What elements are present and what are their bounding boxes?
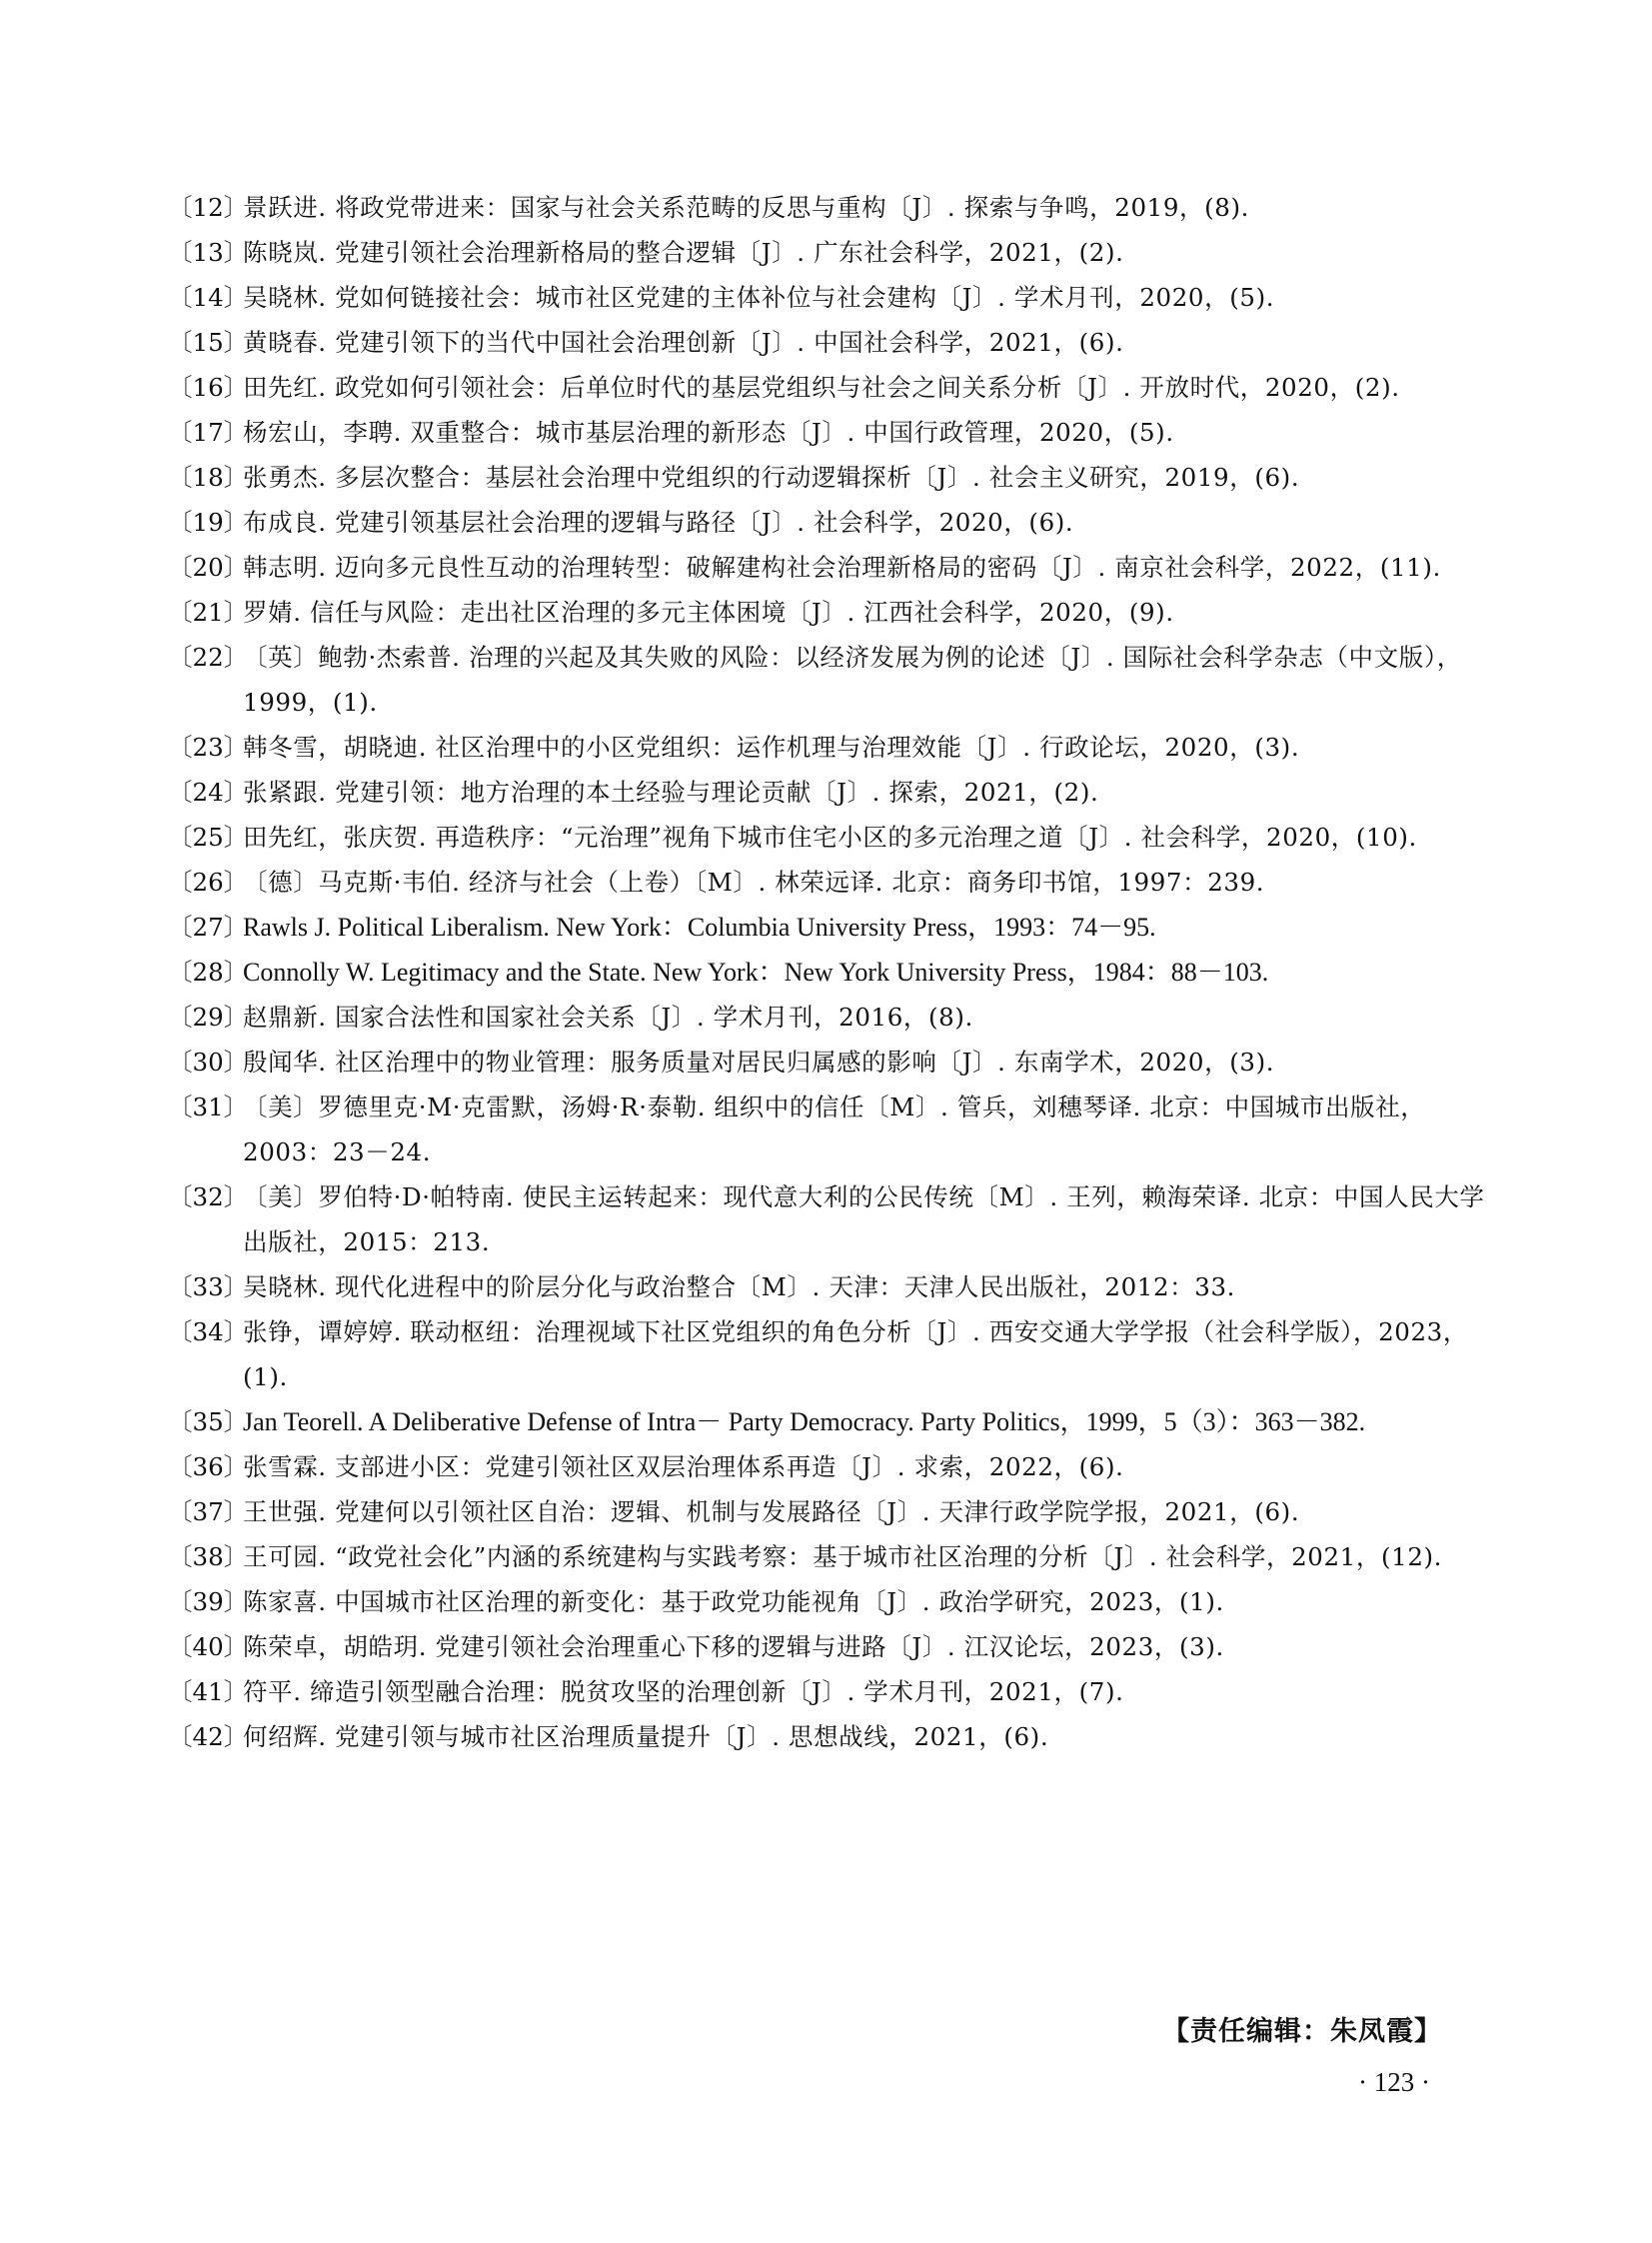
reference-item <box>168 1534 1487 1579</box>
reference-number: 〔42〕 <box>168 1722 249 1751</box>
reference-item <box>168 230 1487 275</box>
responsible-editor: 【责任编辑：朱凤霞】 <box>1162 2016 1442 2047</box>
reference-item <box>168 1669 1487 1714</box>
reference-number: 〔28〕 <box>168 958 249 987</box>
reference-text: 黄晓春. 党建引领下的当代中国社会治理创新〔J〕. 中国社会科学，2021，(6). <box>243 328 1124 357</box>
reference-number: 〔40〕 <box>168 1632 249 1661</box>
reference-text: 罗婧. 信任与风险：走出社区治理的多元主体困境〔J〕. 江西社会科学，2020，(9). <box>243 598 1174 627</box>
reference-item <box>168 1174 1487 1264</box>
reference-item <box>168 365 1487 410</box>
reference-text: 吴晓林. 党如何链接社会：城市社区党建的主体补位与社会建构〔J〕. 学术月刊，2020，(5). <box>243 283 1275 312</box>
reference-text: 景跃进. 将政党带进来：国家与社会关系范畴的反思与重构〔J〕. 探索与争鸣，2019，(8). <box>243 193 1250 222</box>
reference-text: 〔美〕罗伯特·D·帕特南. 使民主运转起来：现代意大利的公民传统〔M〕. 王列，赖海荣译. 北京：中国人民大学出版社，2015：213. <box>243 1182 1485 1256</box>
reference-number: 〔13〕 <box>168 238 249 267</box>
reference-number: 〔27〕 <box>168 913 249 942</box>
reference-text: 〔英〕鲍勃·杰索普. 治理的兴起及其失败的风险：以经济发展为例的论述〔J〕. 国际社会科学杂志（中文版），1999，(1). <box>243 643 1462 717</box>
reference-number: 〔23〕 <box>168 733 249 762</box>
reference-number: 〔36〕 <box>168 1452 249 1481</box>
reference-item <box>168 1489 1487 1534</box>
reference-number: 〔34〕 <box>168 1317 249 1346</box>
reference-item <box>168 545 1487 590</box>
reference-text: 符平. 缔造引领型融合治理：脱贫攻坚的治理创新〔J〕. 学术月刊，2021，(7). <box>243 1677 1124 1706</box>
reference-text: 杨宏山，李聘. 双重整合：城市基层治理的新形态〔J〕. 中国行政管理，2020，(5). <box>243 418 1174 447</box>
reference-item <box>168 1399 1487 1444</box>
reference-number: 〔33〕 <box>168 1272 249 1301</box>
reference-number: 〔39〕 <box>168 1587 249 1616</box>
reference-text: 王可园. “政党社会化”内涵的系统建构与实践考察：基于城市社区治理的分析〔J〕. 社会科学，2021，(12). <box>243 1542 1443 1571</box>
reference-text: Connolly W. Legitimacy and the State. New York：New York University Press，1984：88－103. <box>243 958 1269 987</box>
reference-item <box>168 725 1487 770</box>
reference-item <box>168 770 1487 815</box>
reference-text: 田先红. 政党如何引领社会：后单位时代的基层党组织与社会之间关系分析〔J〕. 开放时代，2020，(2). <box>243 373 1400 402</box>
reference-item <box>168 950 1487 995</box>
reference-number: 〔30〕 <box>168 1048 249 1077</box>
reference-text: 布成良. 党建引领基层社会治理的逻辑与路径〔J〕. 社会科学，2020，(6). <box>243 508 1074 537</box>
reference-text: 吴晓林. 现代化进程中的阶层分化与政治整合〔M〕. 天津：天津人民出版社，2012：33. <box>243 1272 1236 1301</box>
reference-item <box>168 320 1487 365</box>
reference-number: 〔14〕 <box>168 283 249 312</box>
reference-text: Jan Teorell. A Deliberative Defense of Intra－ Party Democracy. Party Politics，1999，5（3）：363－382. <box>243 1407 1366 1436</box>
reference-item <box>168 1714 1487 1759</box>
reference-text: 张紧跟. 党建引领：地方治理的本土经验与理论贡献〔J〕. 探索，2021，(2). <box>243 778 1099 807</box>
reference-item <box>168 275 1487 320</box>
reference-text: 张雪霖. 支部进小区：党建引领社区双层治理体系再造〔J〕. 求索，2022，(6). <box>243 1452 1124 1481</box>
reference-number: 〔20〕 <box>168 553 249 582</box>
reference-number: 〔12〕 <box>168 193 249 222</box>
reference-item <box>168 635 1487 725</box>
reference-text: 张勇杰. 多层次整合：基层社会治理中党组织的行动逻辑探析〔J〕. 社会主义研究，2019，(6). <box>243 463 1300 492</box>
reference-item <box>168 1264 1487 1309</box>
reference-text: 陈荣卓，胡皓玥. 党建引领社会治理重心下移的逻辑与进路〔J〕. 江汉论坛，2023，(3). <box>243 1632 1224 1661</box>
reference-item <box>168 1085 1487 1174</box>
reference-number: 〔15〕 <box>168 328 249 357</box>
reference-item <box>168 1579 1487 1624</box>
reference-number: 〔22〕 <box>168 643 249 672</box>
reference-text: 〔美〕罗德里克·M·克雷默，汤姆·R·泰勒. 组织中的信任〔M〕. 管兵，刘穗琴译. 北京：中国城市出版社，2003：23－24. <box>243 1093 1426 1166</box>
reference-text: 赵鼎新. 国家合法性和国家社会关系〔J〕. 学术月刊，2016，(8). <box>243 1003 973 1032</box>
reference-number: 〔41〕 <box>168 1677 249 1706</box>
reference-item <box>168 185 1487 230</box>
reference-item <box>168 410 1487 455</box>
reference-text: 何绍辉. 党建引领与城市社区治理质量提升〔J〕. 思想战线，2021，(6). <box>243 1722 1049 1751</box>
reference-item <box>168 995 1487 1040</box>
reference-item <box>168 815 1487 860</box>
reference-text: 田先红，张庆贺. 再造秩序：“元治理”视角下城市住宅小区的多元治理之道〔J〕. 社会科学，2020，(10). <box>243 823 1417 852</box>
reference-number: 〔24〕 <box>168 778 249 807</box>
reference-text: 陈晓岚. 党建引领社会治理新格局的整合逻辑〔J〕. 广东社会科学，2021，(2). <box>243 238 1124 267</box>
reference-text: 〔德〕马克斯·韦伯. 经济与社会（上卷）〔M〕. 林荣远译. 北京：商务印书馆，1997：239. <box>243 868 1265 897</box>
reference-item <box>168 500 1487 545</box>
reference-number: 〔29〕 <box>168 1003 249 1032</box>
reference-text: 韩志明. 迈向多元良性互动的治理转型：破解建构社会治理新格局的密码〔J〕. 南京社会科学，2022，(11). <box>243 553 1441 582</box>
reference-number: 〔25〕 <box>168 823 249 852</box>
reference-number: 〔31〕 <box>168 1093 249 1122</box>
reference-number: 〔21〕 <box>168 598 249 627</box>
reference-text: 殷闻华. 社区治理中的物业管理：服务质量对居民归属感的影响〔J〕. 东南学术，2020，(3). <box>243 1048 1275 1077</box>
reference-text: 韩冬雪，胡晓迪. 社区治理中的小区党组织：运作机理与治理效能〔J〕. 行政论坛，2020，(3). <box>243 733 1300 762</box>
page-number: · 123 · <box>1358 2067 1430 2097</box>
reference-text: 陈家喜. 中国城市社区治理的新变化：基于政党功能视角〔J〕. 政治学研究，2023，(1). <box>243 1587 1224 1616</box>
reference-number: 〔19〕 <box>168 508 249 537</box>
reference-number: 〔18〕 <box>168 463 249 492</box>
reference-text: Rawls J. Political Liberalism. New York：Columbia University Press，1993：74－95. <box>243 913 1156 942</box>
reference-item <box>168 455 1487 500</box>
reference-item <box>168 590 1487 635</box>
reference-item <box>168 1309 1487 1399</box>
reference-number: 〔35〕 <box>168 1407 249 1436</box>
reference-number: 〔32〕 <box>168 1182 249 1211</box>
reference-item <box>168 1040 1487 1085</box>
reference-item <box>168 1444 1487 1489</box>
reference-number: 〔26〕 <box>168 868 249 897</box>
reference-item <box>168 905 1487 950</box>
reference-item <box>168 1624 1487 1669</box>
reference-list <box>168 185 1487 1759</box>
reference-number: 〔16〕 <box>168 373 249 402</box>
reference-item <box>168 860 1487 905</box>
reference-number: 〔38〕 <box>168 1542 249 1571</box>
reference-text: 王世强. 党建何以引领社区自治：逻辑、机制与发展路径〔J〕. 天津行政学院学报，2021，(6). <box>243 1497 1300 1526</box>
reference-number: 〔17〕 <box>168 418 249 447</box>
reference-text: 张铮，谭婷婷. 联动枢纽：治理视域下社区党组织的角色分析〔J〕. 西安交通大学学报（社会科学版），2023，(1). <box>243 1317 1468 1391</box>
reference-number: 〔37〕 <box>168 1497 249 1526</box>
